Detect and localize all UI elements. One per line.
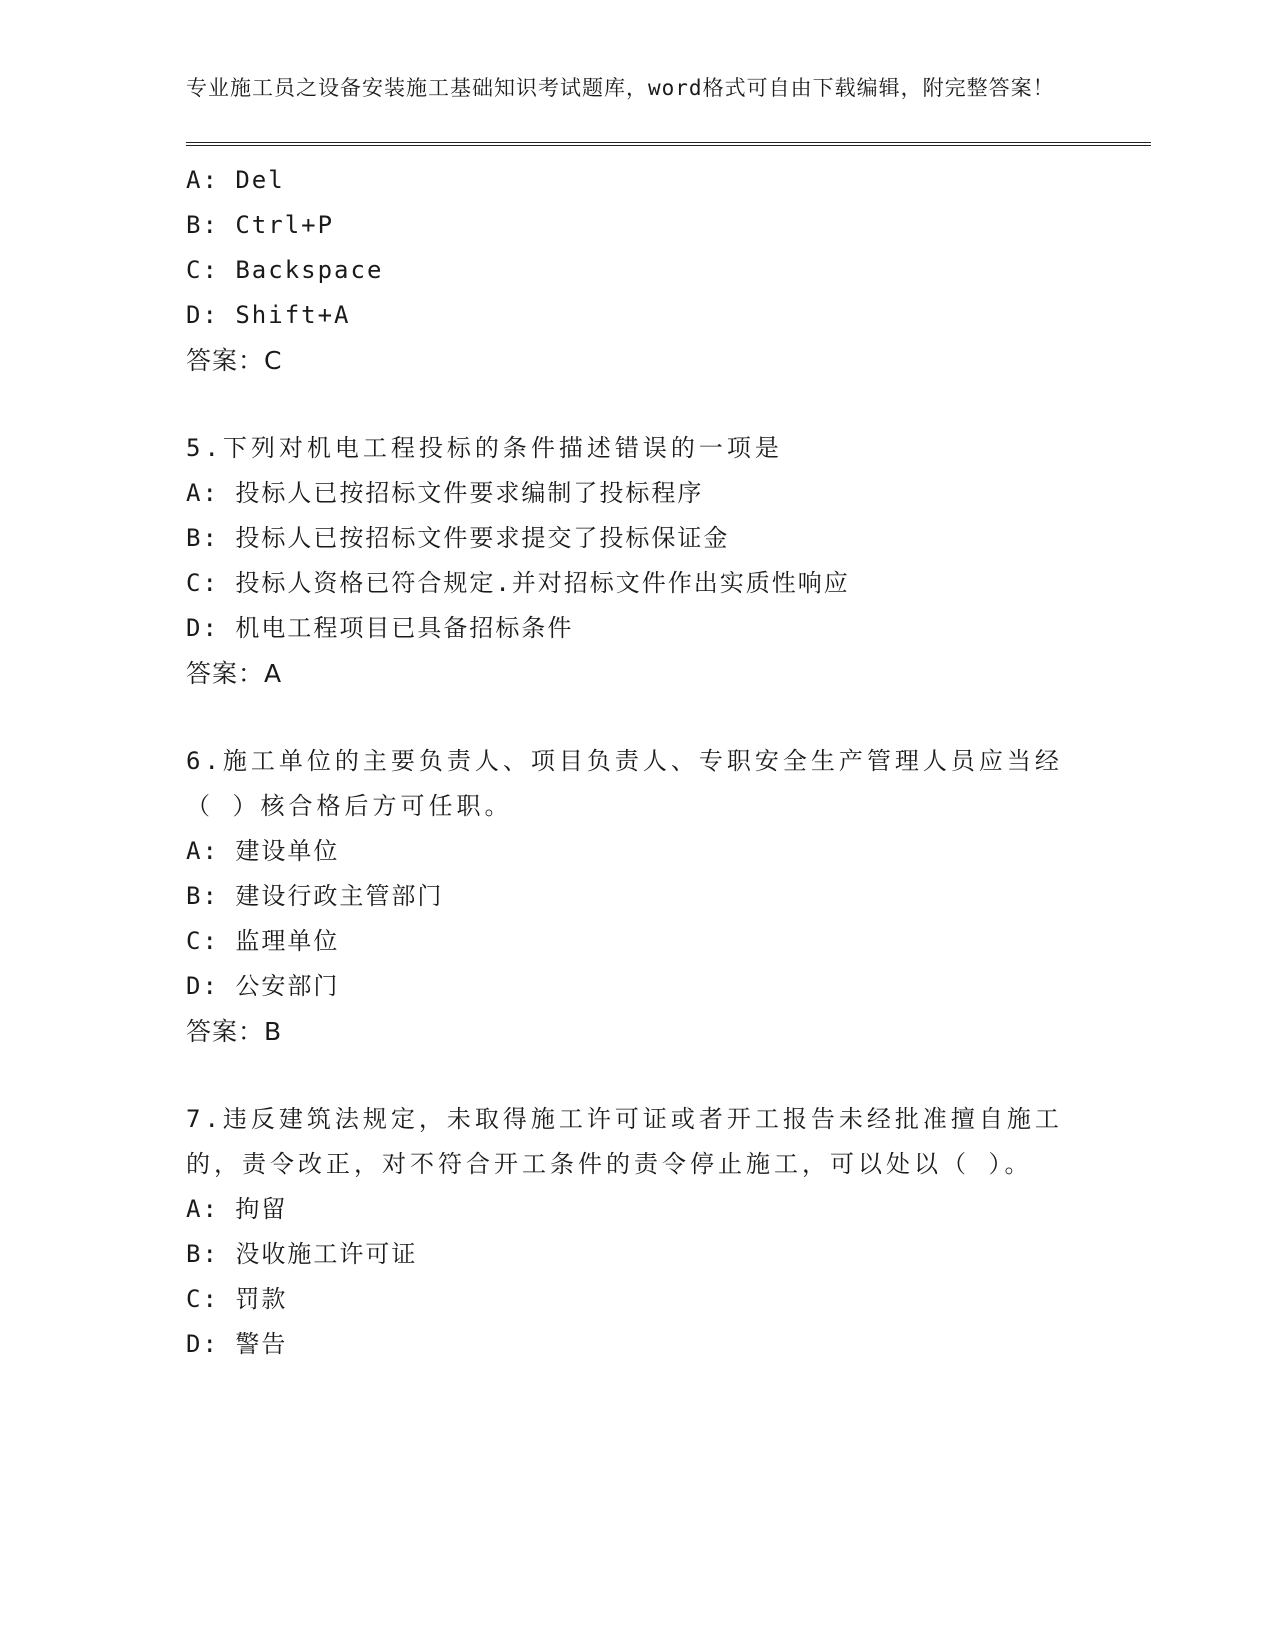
question-6 [186, 739, 1146, 1054]
question-text: 5.下列对机电工程投标的条件描述错误的一项是 [186, 434, 783, 462]
question-7 [186, 1097, 1146, 1367]
option-b: B: 建设行政主管部门 [186, 882, 444, 910]
option-d: D: 公安部门 [186, 972, 340, 1000]
document-page [186, 72, 1146, 1367]
option-d: D: Shift+A [186, 301, 351, 329]
option-c: C: 罚款 [186, 1285, 288, 1313]
prev-question-options [186, 158, 1146, 383]
option-b: B: Ctrl+P [186, 211, 335, 239]
question-list [186, 158, 1146, 1367]
answer-line: 答案：C [186, 346, 283, 375]
question-text: 7.违反建筑法规定，未取得施工许可证或者开工报告未经批准擅自施工的，责令改正，对不符合开工条件的责令停止施工，可以处以（ ）。 [186, 1105, 1063, 1178]
option-b: B: 投标人已按招标文件要求提交了投标保证金 [186, 524, 730, 552]
question-5 [186, 426, 1146, 696]
option-a: A: Del [186, 166, 285, 194]
option-a: A: 拘留 [186, 1195, 288, 1223]
option-a: A: 投标人已按招标文件要求编制了投标程序 [186, 479, 704, 507]
answer-line: 答案：B [186, 1017, 283, 1046]
option-c: C: Backspace [186, 256, 384, 284]
option-d: D: 警告 [186, 1330, 288, 1358]
option-a: A: 建设单位 [186, 837, 340, 865]
option-d: D: 机电工程项目已具备招标条件 [186, 614, 574, 642]
option-c: C: 监理单位 [186, 927, 340, 955]
header-divider [186, 142, 1151, 146]
option-b: B: 没收施工许可证 [186, 1240, 418, 1268]
option-c: C: 投标人资格已符合规定.并对招标文件作出实质性响应 [186, 569, 850, 597]
document-header: 专业施工员之设备安装施工基础知识考试题库，word格式可自由下载编辑，附完整答案！ [186, 76, 1055, 100]
answer-line: 答案：A [186, 659, 283, 688]
question-text: 6.施工单位的主要负责人、项目负责人、专职安全生产管理人员应当经（ ）核合格后方可任职。 [186, 747, 1063, 820]
